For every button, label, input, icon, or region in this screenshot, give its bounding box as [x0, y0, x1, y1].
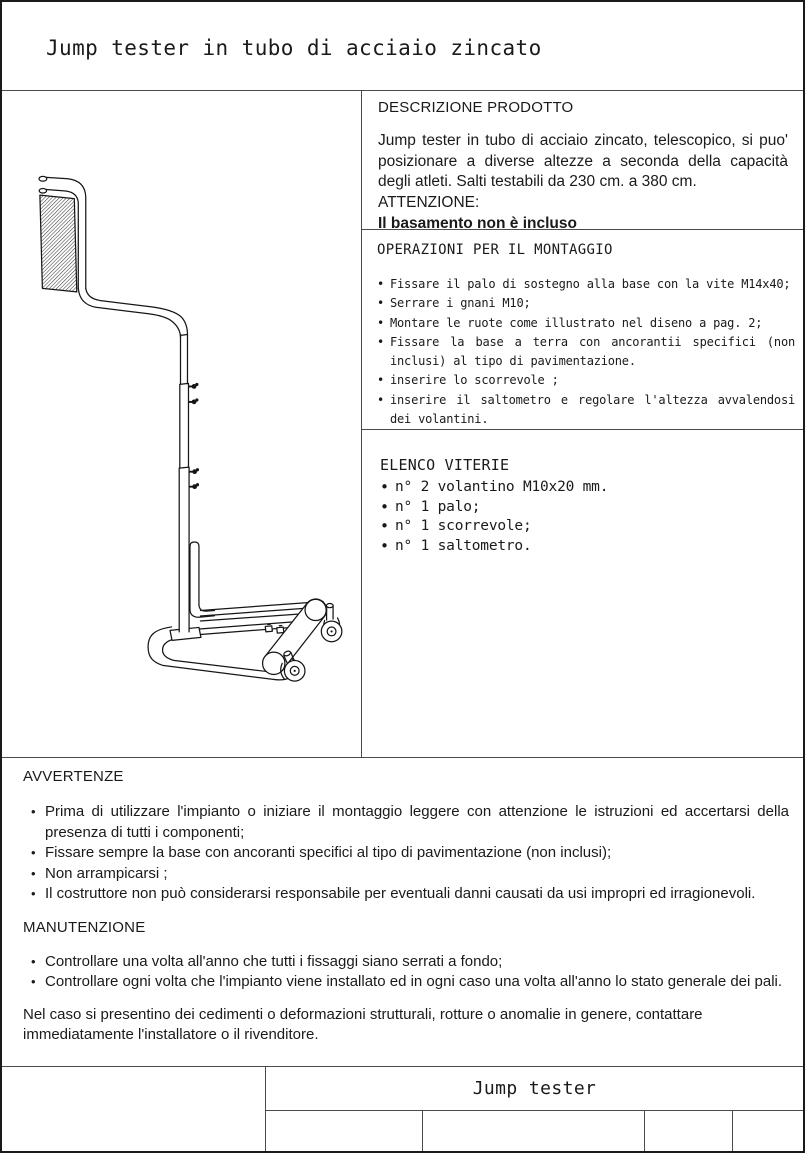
attention-text: Il basamento non è incluso — [378, 214, 577, 232]
section-description — [362, 91, 803, 230]
title-block-cell — [423, 1111, 645, 1151]
roller-end-cap — [305, 599, 326, 620]
title-block-cell — [266, 1111, 423, 1151]
warning-item: • Fissare sempre la base con ancoranti specifici al tipo di pavimentazione (non inclusi); — [23, 843, 789, 864]
maintenance-heading: MANUTENZIONE — [23, 918, 146, 936]
assembly-step: • inserire lo scorrevole ; — [377, 371, 795, 390]
assembly-list — [377, 275, 795, 429]
assembly-step: • Fissare la base a terra con ancorantii specifici (non inclusi) al tipo di pavimentazione. — [377, 333, 795, 372]
fixing-tab — [265, 626, 272, 632]
hardware-list — [380, 478, 795, 556]
tube-joint — [181, 335, 188, 336]
title-block-cell — [645, 1111, 733, 1151]
fixing-tab — [277, 627, 284, 633]
title-block-empty-cell — [2, 1067, 266, 1151]
warning-item: • Prima di utilizzare l'impianto o iniziare il montaggio leggere con attenzione le istruzioni ed accertarsi della presenza di tutti i componenti; — [23, 802, 789, 843]
hardware-item: • n° 1 scorrevole; — [380, 517, 795, 537]
assembly-step: • Fissare il palo di sostegno alla base con la vite M14x40; — [377, 275, 795, 294]
title-box — [2, 2, 803, 90]
measuring-board — [40, 195, 77, 292]
hardware-item: • n° 1 palo; — [380, 498, 795, 518]
hardware-heading: ELENCO VITERIE — [380, 456, 510, 474]
title-block-right — [266, 1067, 803, 1151]
warnings-list — [23, 802, 789, 905]
assembly-heading: OPERAZIONI PER IL MONTAGGIO — [377, 242, 613, 258]
maintenance-item: • Controllare ogni volta che l'impianto viene installato ed in ogni caso una volta all'anno lo stato generale dei pali. — [23, 972, 789, 993]
title-block-cells — [266, 1111, 803, 1151]
warning-item: • Il costruttore non può considerarsi responsabile per eventuali danni causati da usi impropri ed irragionevoli. — [23, 884, 789, 905]
maintenance-note: Nel caso si presentino dei cedimenti o deformazioni strutturali, rotture o anomalie in genere, contattare immediatamente l'installatore o il rivenditore. — [23, 1005, 703, 1043]
hardware-item: • n° 2 volantino M10x20 mm. — [380, 478, 795, 498]
assembly-step: • Serrare i gnani M10; — [377, 294, 795, 313]
warnings-heading: AVVERTENZE — [23, 768, 124, 785]
title-block — [2, 1067, 803, 1151]
product-drawing-panel — [2, 91, 362, 757]
tube-end-cap — [39, 188, 46, 193]
warning-item: • Non arrampicarsi ; — [23, 864, 789, 885]
hardware-item: • n° 1 saltometro. — [380, 537, 795, 557]
section-assembly — [362, 230, 803, 430]
section-warnings — [2, 758, 803, 1067]
section-hardware — [362, 430, 803, 757]
locking-knobs — [188, 383, 199, 489]
assembly-step: • inserire il saltometro e regolare l'altezza avvalendosi dei volantini. — [377, 391, 795, 430]
attention-label: ATTENZIONE: — [378, 194, 480, 212]
description-body: Jump tester in tubo di acciaio zincato, telescopico, si puo' posizionare a diverse altezze a seconda della capacità degli atleti. Salti testabili da 230 cm. a 380 cm. — [378, 132, 788, 191]
tube-end-cap — [39, 176, 47, 181]
saltometro-curve — [78, 288, 180, 337]
title-block-cell — [733, 1111, 803, 1151]
jump-tester-drawing — [2, 91, 361, 757]
maintenance-item: • Controllare una volta all'anno che tutti i fissaggi siano serrati a fondo; — [23, 952, 789, 973]
page-title: Jump tester in tubo di acciaio zincato — [46, 36, 542, 60]
saltometro-curve — [86, 288, 188, 334]
product-name: Jump tester — [266, 1067, 803, 1111]
assembly-step: • Montare le ruote come illustrato nel diseno a pag. 2; — [377, 314, 795, 333]
maintenance-list — [23, 952, 789, 993]
main-row — [2, 90, 803, 758]
description-heading: DESCRIZIONE PRODOTTO — [378, 99, 574, 116]
